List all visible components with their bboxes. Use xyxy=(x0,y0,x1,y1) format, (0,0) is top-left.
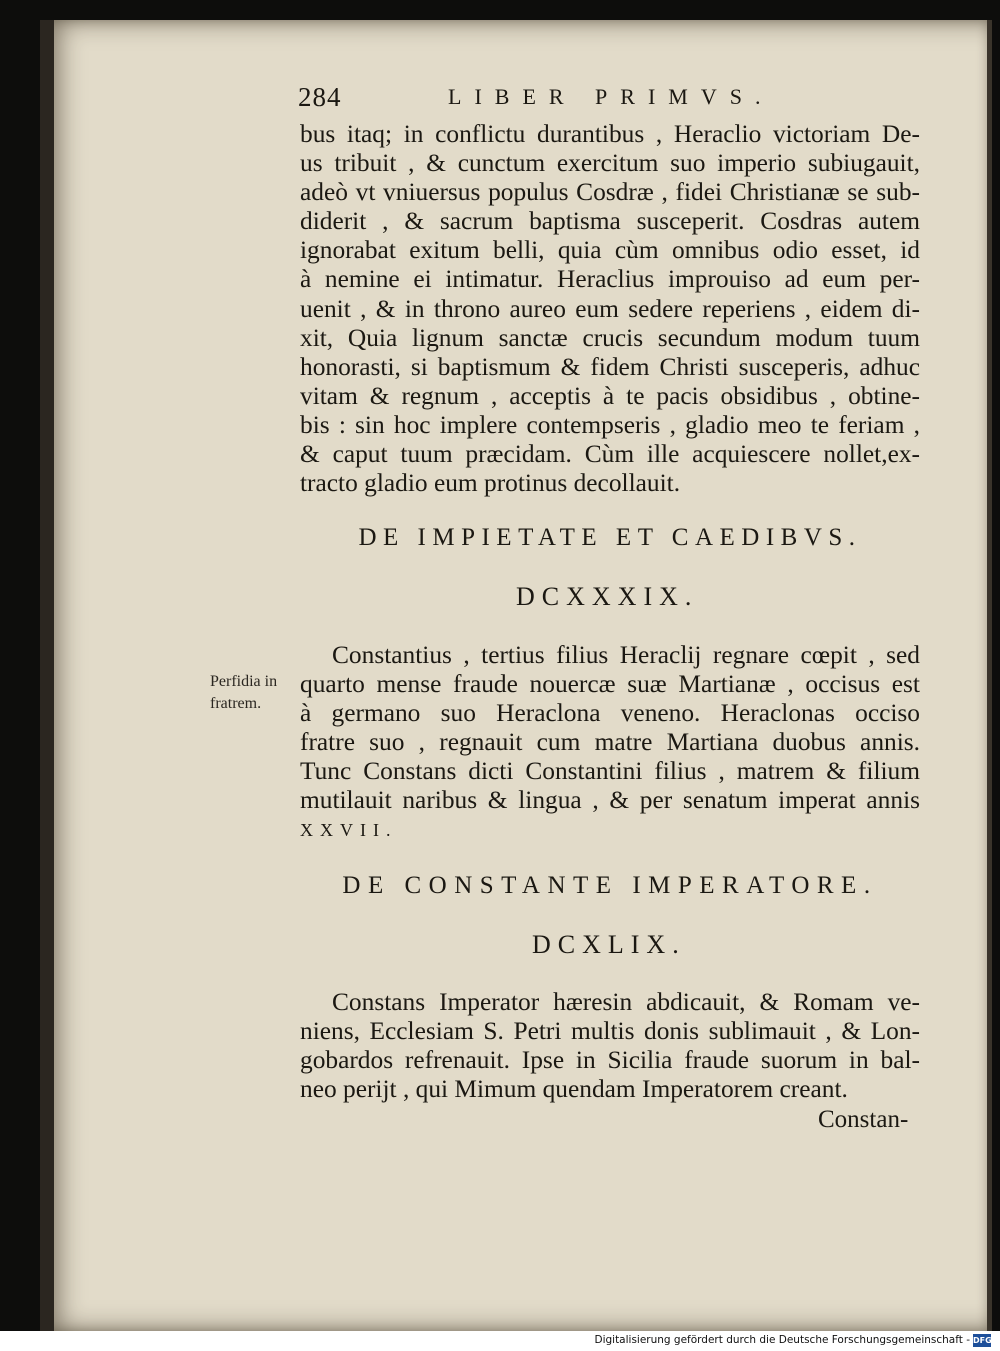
text-line: Constantius , tertius filius Heraclij regnare cœpit , sed xyxy=(332,641,920,669)
margin-note-line: fratrem. xyxy=(210,695,262,712)
running-title: LIBER PRIMVS. xyxy=(448,84,774,109)
section-heading-impietate: DE IMPIETATE ET CAEDIBVS. xyxy=(358,524,862,551)
text-line: quarto mense fraude nouercæ suæ Martianæ , occisus est xyxy=(300,670,920,699)
catchword: Constan- xyxy=(818,1106,909,1133)
text-line: Constans Imperator hæresin abdicauit, & Romam ve- xyxy=(332,988,920,1016)
page-gutter-shadow xyxy=(40,20,54,1331)
text-line: Tunc Constans dicti Constantini filius , matrem & filium xyxy=(300,757,920,786)
section-numeral-dcxlix: DCXLIX. xyxy=(532,930,686,959)
text-line: & caput tuum præcidam. Cùm ille acquiescere nollet,ex- xyxy=(300,440,920,469)
text-line: tracto gladio eum protinus decollauit. xyxy=(300,469,681,498)
footer-bar xyxy=(0,1331,1000,1351)
text-line: fratre suo , regnauit cum matre Martiana duobus annis. xyxy=(300,728,920,757)
page-number: 284 xyxy=(298,82,342,112)
paragraph-2 xyxy=(300,641,920,845)
text-line: XXVII. xyxy=(300,819,398,840)
text-line: us tribuit , & cunctum exercitum suo imperio subiugauit, xyxy=(300,149,920,178)
margin-note xyxy=(210,671,277,715)
text-line: bis : sin hoc implere contempseris , gladio meo te feriam , xyxy=(300,410,920,439)
text-line: xit, Quia lignum sanctæ crucis secundum modum tuum xyxy=(300,323,920,352)
paragraph-1 xyxy=(300,120,920,498)
text-line: diderit , & sacrum baptisma susceperit. Cosdras autem xyxy=(300,207,920,236)
text-line: niens, Ecclesiam S. Petri multis donis sublimauit , & Lon- xyxy=(300,1017,920,1046)
page-right-edge xyxy=(987,20,992,1331)
text-line: honorasti, si baptismum & fidem Christi susceperis, adhuc xyxy=(300,352,920,381)
text-line: ignorabat exitum belli, quia cùm omnibus odio esset, id xyxy=(300,236,920,265)
section-heading-constante: DE CONSTANTE IMPERATORE. xyxy=(342,872,878,899)
text-line: gobardos refrenauit. Ipse in Sicilia fraude suorum in bal- xyxy=(300,1046,920,1075)
dfg-logo: DFG xyxy=(973,1336,992,1345)
text-line: adeò vt vniuersus populus Cosdræ , fidei Christianæ se sub- xyxy=(300,178,920,207)
funding-credit: Digitalisierung gefördert durch die Deutsche Forschungsgemeinschaft - xyxy=(594,1334,970,1346)
text-line: à nemine ei intimatur. Heraclius improuiso ad eum per- xyxy=(300,265,920,294)
text-line: neo perijt , qui Mimum quendam Imperatorem creant. xyxy=(300,1075,848,1104)
text-line: bus itaq; in conflictu durantibus , Heraclio victoriam De- xyxy=(300,120,920,148)
text-line: à germano suo Heraclona veneno. Heraclonas occiso xyxy=(300,699,920,728)
text-line: vitam & regnum , acceptis à te pacis obsidibus , obtine- xyxy=(300,381,920,410)
text-line: mutilauit naribus & lingua , & per senatum imperat annis xyxy=(300,786,920,815)
paragraph-3 xyxy=(300,988,920,1104)
section-numeral-dcxxxix: DCXXXIX. xyxy=(516,582,699,611)
text-line: uenit , & in throno aureo eum sedere reperiens , eidem di- xyxy=(300,294,920,323)
margin-note-line: Perfidia in xyxy=(210,673,278,690)
